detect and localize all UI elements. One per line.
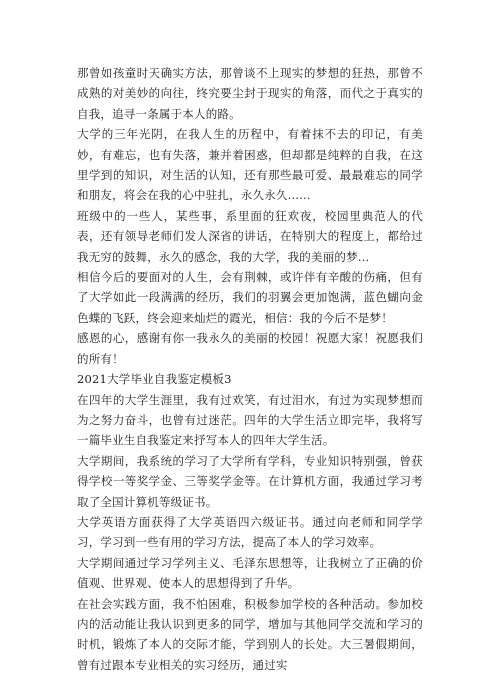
- paragraph: 大学的三年光阴，在我人生的历程中，有着抹不去的印记，有美妙，有难忘，也有失落，兼并着困惑，但却都是纯粹的自我，在这里学到的知识，对生活的认知，还有那些最可爱、最最难忘的同学和朋友，将会在我的心中驻扎，永久永久...…: [77, 127, 423, 203]
- paragraph: 班级中的一些人，某些事，系里面的狂欢夜，校园里典范人的代表，还有领导老师们发人深省的讲话，在特别大的程度上，都给过我无穷的鼓舞，永久的感念，我的大学，我的美丽的梦…: [77, 208, 423, 264]
- paragraph: 感恩的心，感谢有你一我永久的美丽的校园！祝愿大家！祝愿我们的所有！: [77, 331, 423, 366]
- document-body: [77, 63, 423, 675]
- paragraph: 那曾如孩童时天确实方法，那曾谈不上现实的梦想的狂热，那曾不成熟的对美妙的向往，终究要尘封于现实的角落，而代之于真实的自我，追寻一条属于本人的路。: [77, 66, 423, 121]
- section-title: 2021大学毕业自我鉴定模板3: [77, 372, 232, 387]
- paragraph: 在四年的大学生涯里，我有过欢笑，有过泪水，有过为实现梦想而为之努力奋斗，也曾有过迷茫。四年的大学生活立即完毕，我将写一篇毕业生自我鉴定来抒写本人的四年大学生活。: [77, 392, 423, 448]
- paragraph: 大学期间，我系统的学习了大学所有学科，专业知识特别强，曾获得学校一等奖学金、三等奖学金等。在计算机方面，我通过学习考取了全国计算机等级证书。: [77, 453, 423, 509]
- paragraph: 相信今后的要面对的人生，会有荆棘，或许伴有辛酸的伤痛，但有了大学如此一段满满的经历，我们的羽翼会更加饱满，蓝色蝴向金色蝶的飞跃，终会迎来灿烂的霞光，相信：我的今后不是梦！: [77, 270, 423, 325]
- paragraph: 大学期间通过学习学列主义、毛泽东思想等，让我树立了正确的价值观、世界观、使本人的思想得到了升华。: [77, 555, 423, 591]
- paragraph: 在社会实践方面，我不怕困难，积极参加学校的各种活动。参加校内的活动能让我认识到更多的同学，增加与其他同学交流和学习的时机，锻炼了本人的交际才能，学到别人的长处。大三暑假期间，曾有过跟本专业相关的实习经历，通过实: [77, 596, 423, 672]
- paragraph: 大学英语方面获得了大学英语四六级证书。通过向老师和同学学习，学习到一些有用的学习方法，提高了本人的学习效率。: [77, 514, 423, 550]
